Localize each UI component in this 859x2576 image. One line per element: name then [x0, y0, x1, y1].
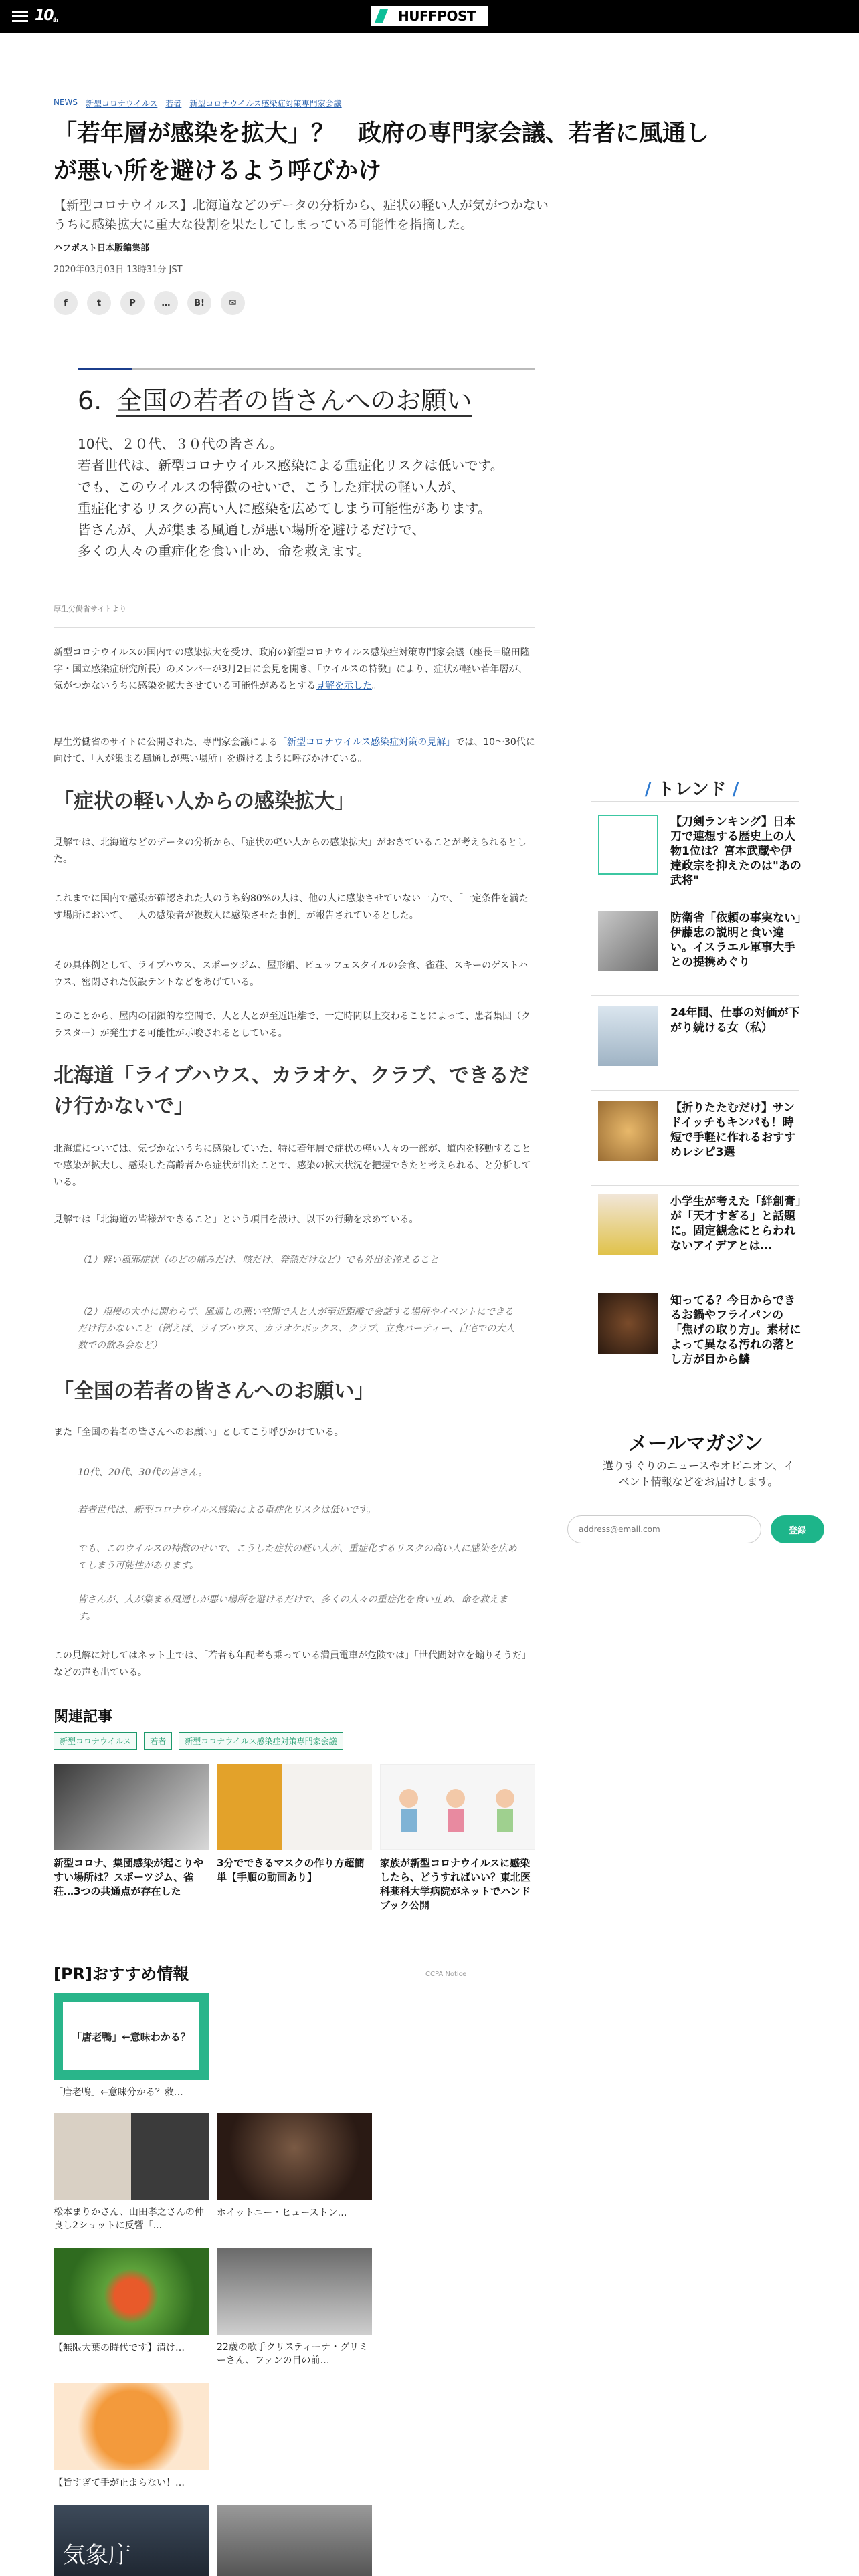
trend-item-title: 【刀剣ランキング】日本刀で連想する歴史上の人物1位は？宮本武蔵や伊達政宗を抑えたのは"あの武将" — [670, 815, 801, 887]
trend-divider — [591, 801, 799, 802]
top-navigation-bar — [0, 0, 859, 33]
figure-heading-title: 全国の若者の皆さんへのお願い — [116, 386, 472, 415]
tag-youth[interactable]: 若者 — [144, 1732, 172, 1750]
article-figure — [54, 361, 535, 592]
paragraph-6: このことから、屋内の閉鎖的な空間で、人と人とが至近距離で、一定時間以上交わることによって、患者集団（クラスター）が発生する可能性が示唆されるとしている。 — [54, 1011, 531, 1039]
email-share-icon[interactable]: ✉ — [221, 291, 245, 315]
article-title: 「若年層が感染を拡大」？ 政府の専門家会議、若者に風通しが悪い所を避けるよう呼びかけ — [54, 120, 710, 185]
quote-5: でも、このウイルスの特徴のせいで、こうした症状の軽い人が、重症化するリスクの高い人に感染を広めてしまう可能性があります。 — [78, 1543, 517, 1571]
author-byline[interactable]: ハフポスト日本版編集部 — [54, 243, 150, 253]
pr-card-image — [54, 2113, 209, 2200]
pr-card-title: 22歳の歌手クリスティーナ・グリミーさん、ファンの目の前… — [217, 2342, 369, 2366]
trend-item[interactable] — [598, 1101, 799, 1188]
trend-item[interactable] — [598, 911, 799, 998]
paragraph-4: これまでに国内で感染が確認された人のうち約80%の人は、他の人に感染させていない一方で、「一定条件を満たす場所において、一人の感染者が複数人に感染させた事例」が報告されているとした。 — [54, 893, 529, 921]
pinterest-share-icon[interactable]: P — [120, 291, 145, 315]
pr-card-image-text: 気象庁 — [63, 2542, 131, 2569]
trend-item-title: 24年間、仕事の対価が下がり続ける女（私） — [670, 1006, 800, 1035]
paragraph-3: 見解では、北海道などのデータの分析から、「症状の軽い人からの感染拡大」がおきていることが考えられるとした。 — [54, 837, 527, 865]
caption-divider — [54, 627, 535, 628]
trend-item-title: 知ってる？今日からできるお鍋やフライパンの「焦げの取り方」。素材によって異なる汚れの落とし方が目から鱗 — [670, 1294, 801, 1366]
expert-view-link[interactable]: 見解を示した — [316, 681, 372, 691]
publish-date: 2020年03月03日 13時31分 JST — [54, 265, 183, 275]
quote-2: （2）規模の大小に関わらず、風通しの悪い空間で人と人が至近距離で会話する場所やイベントにできるだけ行かないこと（例えば、ライブハウス、カラオケボックス、クラブ、立食パーティー、自宅での大人数での飲み会など） — [78, 1307, 515, 1351]
pr-card-title: 【無限大葉の時代です】清け… — [54, 2343, 185, 2353]
pr-card[interactable] — [54, 2505, 209, 2576]
related-card-image — [54, 1764, 209, 1850]
pr-card-image — [217, 2113, 372, 2200]
breadcrumb-youth[interactable]: 若者 — [165, 99, 182, 108]
section-heading-hokkaido: 北海道「ライブハウス、カラオケ、クラブ、できるだけ行かないで」 — [54, 1064, 529, 1118]
tag-expert-panel[interactable]: 新型コロナウイルス感染症対策専門家会議 — [179, 1732, 343, 1750]
trend-item[interactable] — [598, 1194, 799, 1281]
figure-caption: 厚生労働省サイトより — [54, 605, 127, 613]
paragraph-10: この見解に対してはネット上では、「若者も年配者も乗っている満員電車が危険では」「世代間対立を煽りそうだ」などの声も出ている。 — [54, 1650, 531, 1678]
trend-thumbnail — [598, 815, 658, 875]
related-card[interactable] — [217, 1764, 372, 1885]
trend-thumbnail — [598, 911, 658, 971]
trend-item-title: 小学生が考えた「絆創膏」が「天才すぎる」と話題に。固定観念にとらわれないアイデアとは… — [670, 1195, 801, 1253]
quote-3: 10代、20代、30代の皆さん。 — [78, 1467, 208, 1478]
newsletter-email-input[interactable] — [567, 1515, 761, 1543]
breadcrumb-covid[interactable]: 新型コロナウイルス — [86, 99, 158, 108]
huffpost-slash-icon — [375, 9, 388, 23]
quote-6: 皆さんが、人が集まる風通しが悪い場所を避けるだけで、多くの人々の重症化を食い止め、命を救えます。 — [78, 1594, 508, 1622]
related-card[interactable] — [54, 1764, 209, 1899]
related-card[interactable] — [380, 1764, 535, 1913]
pr-card-image — [54, 2505, 209, 2576]
breadcrumb — [54, 98, 342, 109]
newsletter-submit-button[interactable]: 登録 — [771, 1515, 824, 1543]
trend-item[interactable] — [598, 1293, 799, 1380]
paragraph-1-end: 。 — [372, 681, 381, 691]
paragraph-2 — [54, 734, 535, 768]
pr-card-title: ホイットニー・ヒューストン… — [217, 2208, 347, 2218]
pr-card-image — [54, 1993, 209, 2080]
quote-4: 若者世代は、新型コロナウイルス感染による重症化リスクは低いです。 — [78, 1505, 376, 1515]
trend-heading-text: トレンド — [657, 780, 727, 800]
trend-heading: / トレンド / — [644, 780, 739, 800]
trend-thumbnail — [598, 1006, 658, 1066]
related-articles-heading: 関連記事 — [54, 1709, 113, 1725]
related-card-title: 3分でできるマスクの作り方超簡単【手順の動画あり】 — [217, 1857, 365, 1883]
facebook-share-icon[interactable]: f — [54, 291, 78, 315]
trend-item-divider — [591, 1090, 799, 1091]
related-card-title: 新型コロナ、集団感染が起こりやすい場所は？スポーツジム、雀荘…3つの共通点が存在した — [54, 1857, 203, 1897]
paragraph-1-text: 新型コロナウイルスの国内での感染拡大を受け、政府の新型コロナウイルス感染症対策専門家会議（座長＝脇田隆字・国立感染症研究所長）のメンバーが3月2日に会見を開き、「ウイルスの特徴」により、症状が軽い若年層が、気がつかないうちに感染を拡大させている可能性があるとする — [54, 647, 530, 691]
breadcrumb-news[interactable]: NEWS — [54, 98, 78, 107]
section-heading-youth-request: 「全国の若者の皆さんへのお願い」 — [54, 1380, 375, 1403]
pr-card[interactable] — [217, 2248, 372, 2367]
figure-body — [78, 433, 533, 562]
logo-text: HUFFPOST — [397, 8, 476, 24]
related-tags — [54, 1732, 343, 1750]
breadcrumb-expert-panel[interactable]: 新型コロナウイルス感染症対策専門家会議 — [189, 99, 342, 108]
pr-card-image — [217, 2505, 372, 2576]
trend-item-title: 防衛省「依頼の事実ない」伊藤忠の説明と食い違い。イスラエル軍事大手との提携めぐり — [670, 911, 801, 969]
pr-card-title: 【旨すぎて手が止まらない！… — [54, 2478, 185, 2488]
article-lede: 【新型コロナウイルス】北海道などのデータの分析から、症状の軽い人が気がつかないうちに感染拡大に重大な役割を果たしてしまっている可能性を指摘した。 — [54, 198, 549, 232]
quote-1: （1）軽い風邪症状（のどの痛みだけ、咳だけ、発熱だけなど）でも外出を控えること — [78, 1255, 439, 1265]
pr-card[interactable] — [54, 2113, 209, 2232]
line-share-icon[interactable]: … — [154, 291, 178, 315]
trend-item-divider — [591, 995, 799, 996]
huffpost-logo[interactable] — [371, 6, 488, 26]
pr-card[interactable] — [54, 1993, 209, 2099]
figure-line: でも、このウイルスの特徴のせいで、こうした症状の軽い人が、 — [78, 479, 465, 495]
ccpa-notice-link[interactable]: CCPA Notice — [425, 1971, 467, 1978]
figure-line: 10代、２０代、３０代の皆さん。 — [78, 436, 283, 452]
pr-card-title: 松本まりかさん、山田孝之さんの仲良し2ショットに反響「... — [54, 2207, 204, 2231]
pr-card[interactable] — [217, 2113, 372, 2219]
pr-heading: [PR]おすすめ情報 — [54, 1965, 189, 1983]
figure-line: 若者世代は、新型コロナウイルス感染による重症化リスクは低いです。 — [78, 457, 504, 473]
trend-item[interactable] — [598, 1006, 799, 1093]
related-card-image — [217, 1764, 372, 1850]
illustration-icon — [381, 1765, 536, 1850]
figure-line: 多くの人々の重症化を食い止め、命を救えます。 — [78, 543, 371, 559]
tenth-anniversary-logo[interactable] — [35, 7, 57, 24]
figure-line: 重症化するリスクの高い人に感染を広めてしまう可能性があります。 — [78, 500, 491, 516]
section-heading-mild-cases: 「症状の軽い人からの感染拡大」 — [54, 790, 355, 813]
related-card-image — [380, 1764, 535, 1850]
related-card-title: 家族が新型コロナウイルスに感染したら、どうすればいい？東北医科薬科大学病院がネットでハンドブック公開 — [380, 1857, 531, 1911]
mhlw-view-link[interactable]: 「新型コロナウイルス感染症対策の見解」 — [278, 737, 456, 748]
newsletter-description: 選りすぐりのニュースやオピニオン、イベント情報などをお届けします。 — [603, 1459, 794, 1488]
share-bar — [54, 291, 245, 315]
pr-card[interactable] — [217, 2505, 372, 2576]
trend-item-divider — [591, 1185, 799, 1186]
hatena-bookmark-icon[interactable]: B! — [187, 291, 211, 315]
paragraph-9: また「全国の若者の皆さんへのお願い」としてこう呼びかけている。 — [54, 1427, 344, 1438]
paragraph-7: 北海道については、気づかないうちに感染していた、特に若年層で症状の軽い人々の一部が、道内を移動することで感染が拡大し、感染した高齢者から症状が出たことで、感染の拡大状況を把握できたと考えられる、と分析している。 — [54, 1144, 531, 1188]
paragraph-2-text: 厚生労働省のサイトに公開された、専門家会議による — [54, 737, 278, 748]
figure-top-rule — [78, 368, 535, 370]
pr-card-image — [54, 2248, 209, 2335]
twitter-share-icon[interactable]: t — [87, 291, 111, 315]
pr-card-image — [217, 2248, 372, 2335]
trend-item[interactable] — [598, 815, 799, 901]
tenth-mark: 10 — [35, 7, 53, 24]
newsletter-title: メールマガジン — [628, 1432, 763, 1455]
tag-covid[interactable]: 新型コロナウイルス — [54, 1732, 137, 1750]
trend-thumbnail — [598, 1101, 658, 1161]
figure-heading — [78, 384, 472, 417]
pr-card-title: 「唐老鴨」←意味分かる？救… — [54, 2087, 183, 2098]
trend-thumbnail — [598, 1194, 658, 1255]
trend-thumbnail — [598, 1293, 658, 1354]
trend-item-title: 【折りたたむだけ】サンドイッチもキンパも！時短で手軽に作れるおすすめレシピ3選 — [670, 1101, 796, 1159]
figure-heading-number: 6. — [78, 386, 102, 415]
pr-card-image-text: 「唐老鴨」←意味わかる？ — [63, 2002, 199, 2070]
paragraph-2-rest: では、10〜30代に向けて、「人が集まる風通しが悪い場所」を避けるように呼びかけている。 — [54, 737, 535, 764]
figure-line: 皆さんが、人が集まる風通しが悪い場所を避けるだけで、 — [78, 522, 425, 538]
paragraph-5: その具体例として、ライブハウス、スポーツジム、屋形船、ビュッフェスタイルの会食、雀荘、スキーのゲストハウス、密閉された仮設テントなどをあげている。 — [54, 960, 529, 988]
tenth-sub: th — [52, 17, 58, 24]
pr-card[interactable] — [54, 2383, 209, 2489]
menu-icon[interactable] — [12, 11, 28, 23]
pr-card[interactable] — [54, 2248, 209, 2354]
paragraph-1 — [54, 645, 535, 695]
paragraph-8: 見解では「北海道の皆様ができること」という項目を設け、以下の行動を求めている。 — [54, 1214, 419, 1225]
pr-card-image — [54, 2383, 209, 2470]
